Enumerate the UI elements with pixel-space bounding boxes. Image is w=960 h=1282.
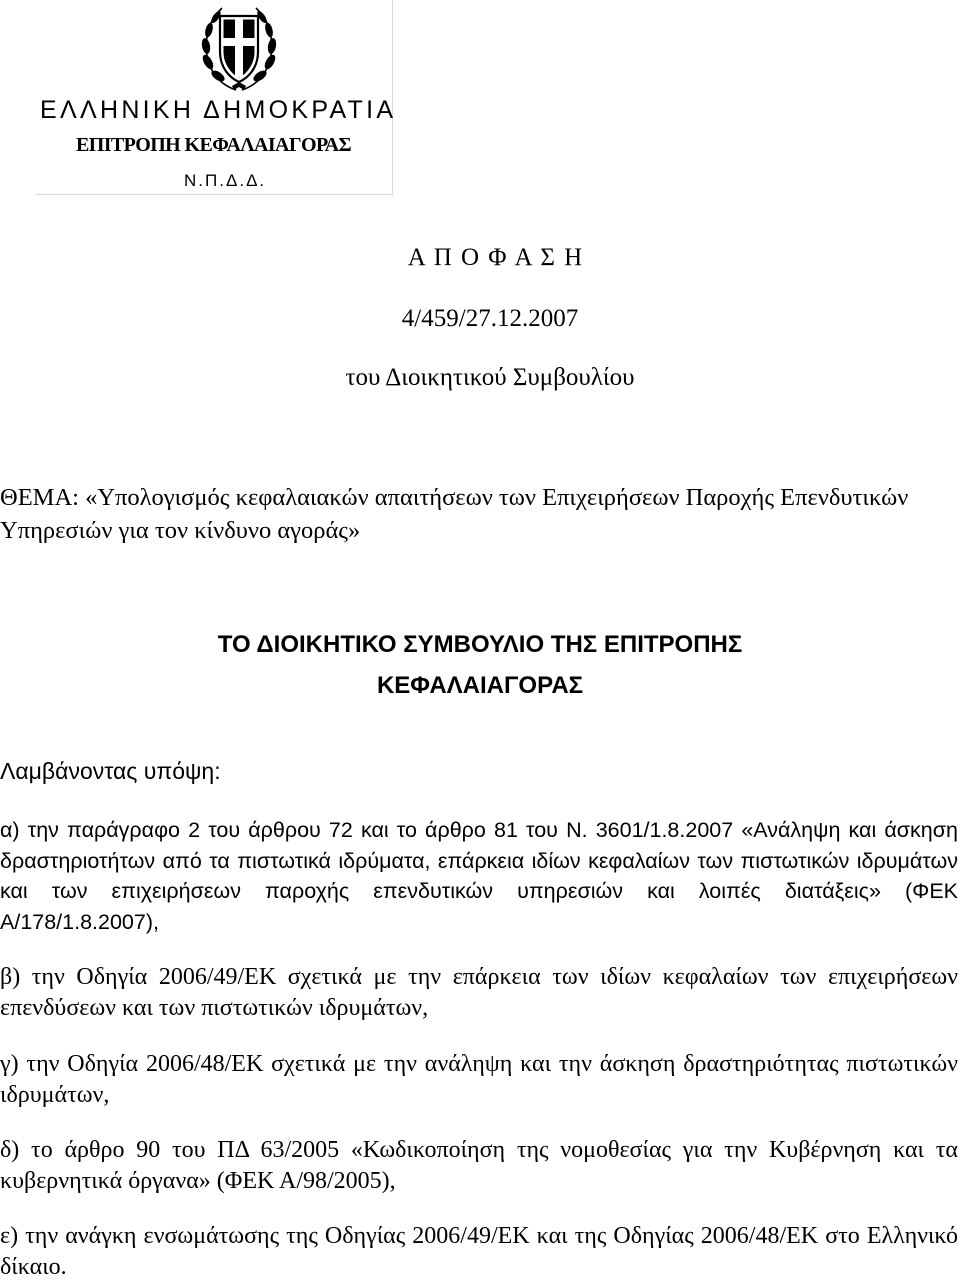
board-heading-line-1: ΤΟ ΔΙΟΙΚΗΤΙΚΟ ΣΥΜΒΟΥΛΙΟ ΤΗΣ ΕΠΙΤΡΟΠΗΣ: [217, 631, 743, 658]
letterhead: [36, 0, 397, 195]
consideration-c: γ) την Οδηγία 2006/48/ΕΚ σχετικά με την ανάληψη και την άσκηση δραστηριότητας πιστωτικών ιδρυμάτων,: [0, 1051, 958, 1108]
consideration-b: β) την Οδηγία 2006/49/ΕΚ σχετικά με την επάρκεια των ιδίων κεφαλαίων των επιχειρήσεων επενδύσεων και των πιστωτικών ιδρυμάτων,: [0, 964, 958, 1021]
subject-line-1: ΘΕΜΑ: «Υπολογισμός κεφαλαιακών απαιτήσεων των Επιχειρήσεων Παροχής Επενδυτικών: [0, 484, 909, 511]
consideration-a: α) την παράγραφο 2 του άρθρου 72 και το άρθρο 81 του Ν. 3601/1.8.2007 «Ανάληψη και άσκηση δραστηριοτήτων από τα πιστωτικά ιδρύματα, επάρκεια ιδίων κεφαλαίων των πιστωτικών ιδρυμάτων και των επιχειρήσεων παροχής επενδυτικών υπηρεσιών και λοιπές διατάξεις» (ΦΕΚ Α/178/1.8.2007),: [0, 818, 958, 934]
subject-line-2: Υπηρεσιών για τον κίνδυνο αγοράς»: [0, 517, 361, 544]
letterhead-authority: ΕΠΙΤΡΟΠΗ ΚΕΦΑΛΑΙΑΓΟΡΑΣ: [76, 134, 351, 156]
decision-number: 4/459/27.12.2007: [401, 305, 579, 332]
consideration-e: ε) την ανάγκη ενσωμάτωσης της Οδηγίας 2006/49/ΕΚ και της Οδηγίας 2006/48/ΕΚ στο Ελληνικό δίκαιο.: [0, 1223, 958, 1280]
consideration-d: δ) το άρθρο 90 του ΠΔ 63/2005 «Κωδικοποίηση της νομοθεσίας για την Κυβέρνηση και τα κυβερνητικά όργανα» (ΦΕΚ Α/98/2005),: [0, 1137, 958, 1194]
decision-issuer: του Διοικητικού Συμβουλίου: [345, 364, 635, 391]
considering-label: Λαμβάνοντας υπόψη:: [0, 758, 221, 784]
decision-title: Α Π Ο Φ Α Σ Η: [407, 244, 583, 271]
letterhead-country: ΕΛΛΗΝΙΚΗ ΔΗΜΟΚΡΑΤΙΑ: [40, 96, 397, 124]
greek-coat-of-arms-icon: [198, 2, 280, 99]
board-heading-line-2: ΚΕΦΑΛΑΙΑΓΟΡΑΣ: [376, 672, 584, 699]
letterhead-legal-form: Ν.Π.Δ.Δ.: [184, 171, 267, 190]
subject: [0, 481, 960, 547]
